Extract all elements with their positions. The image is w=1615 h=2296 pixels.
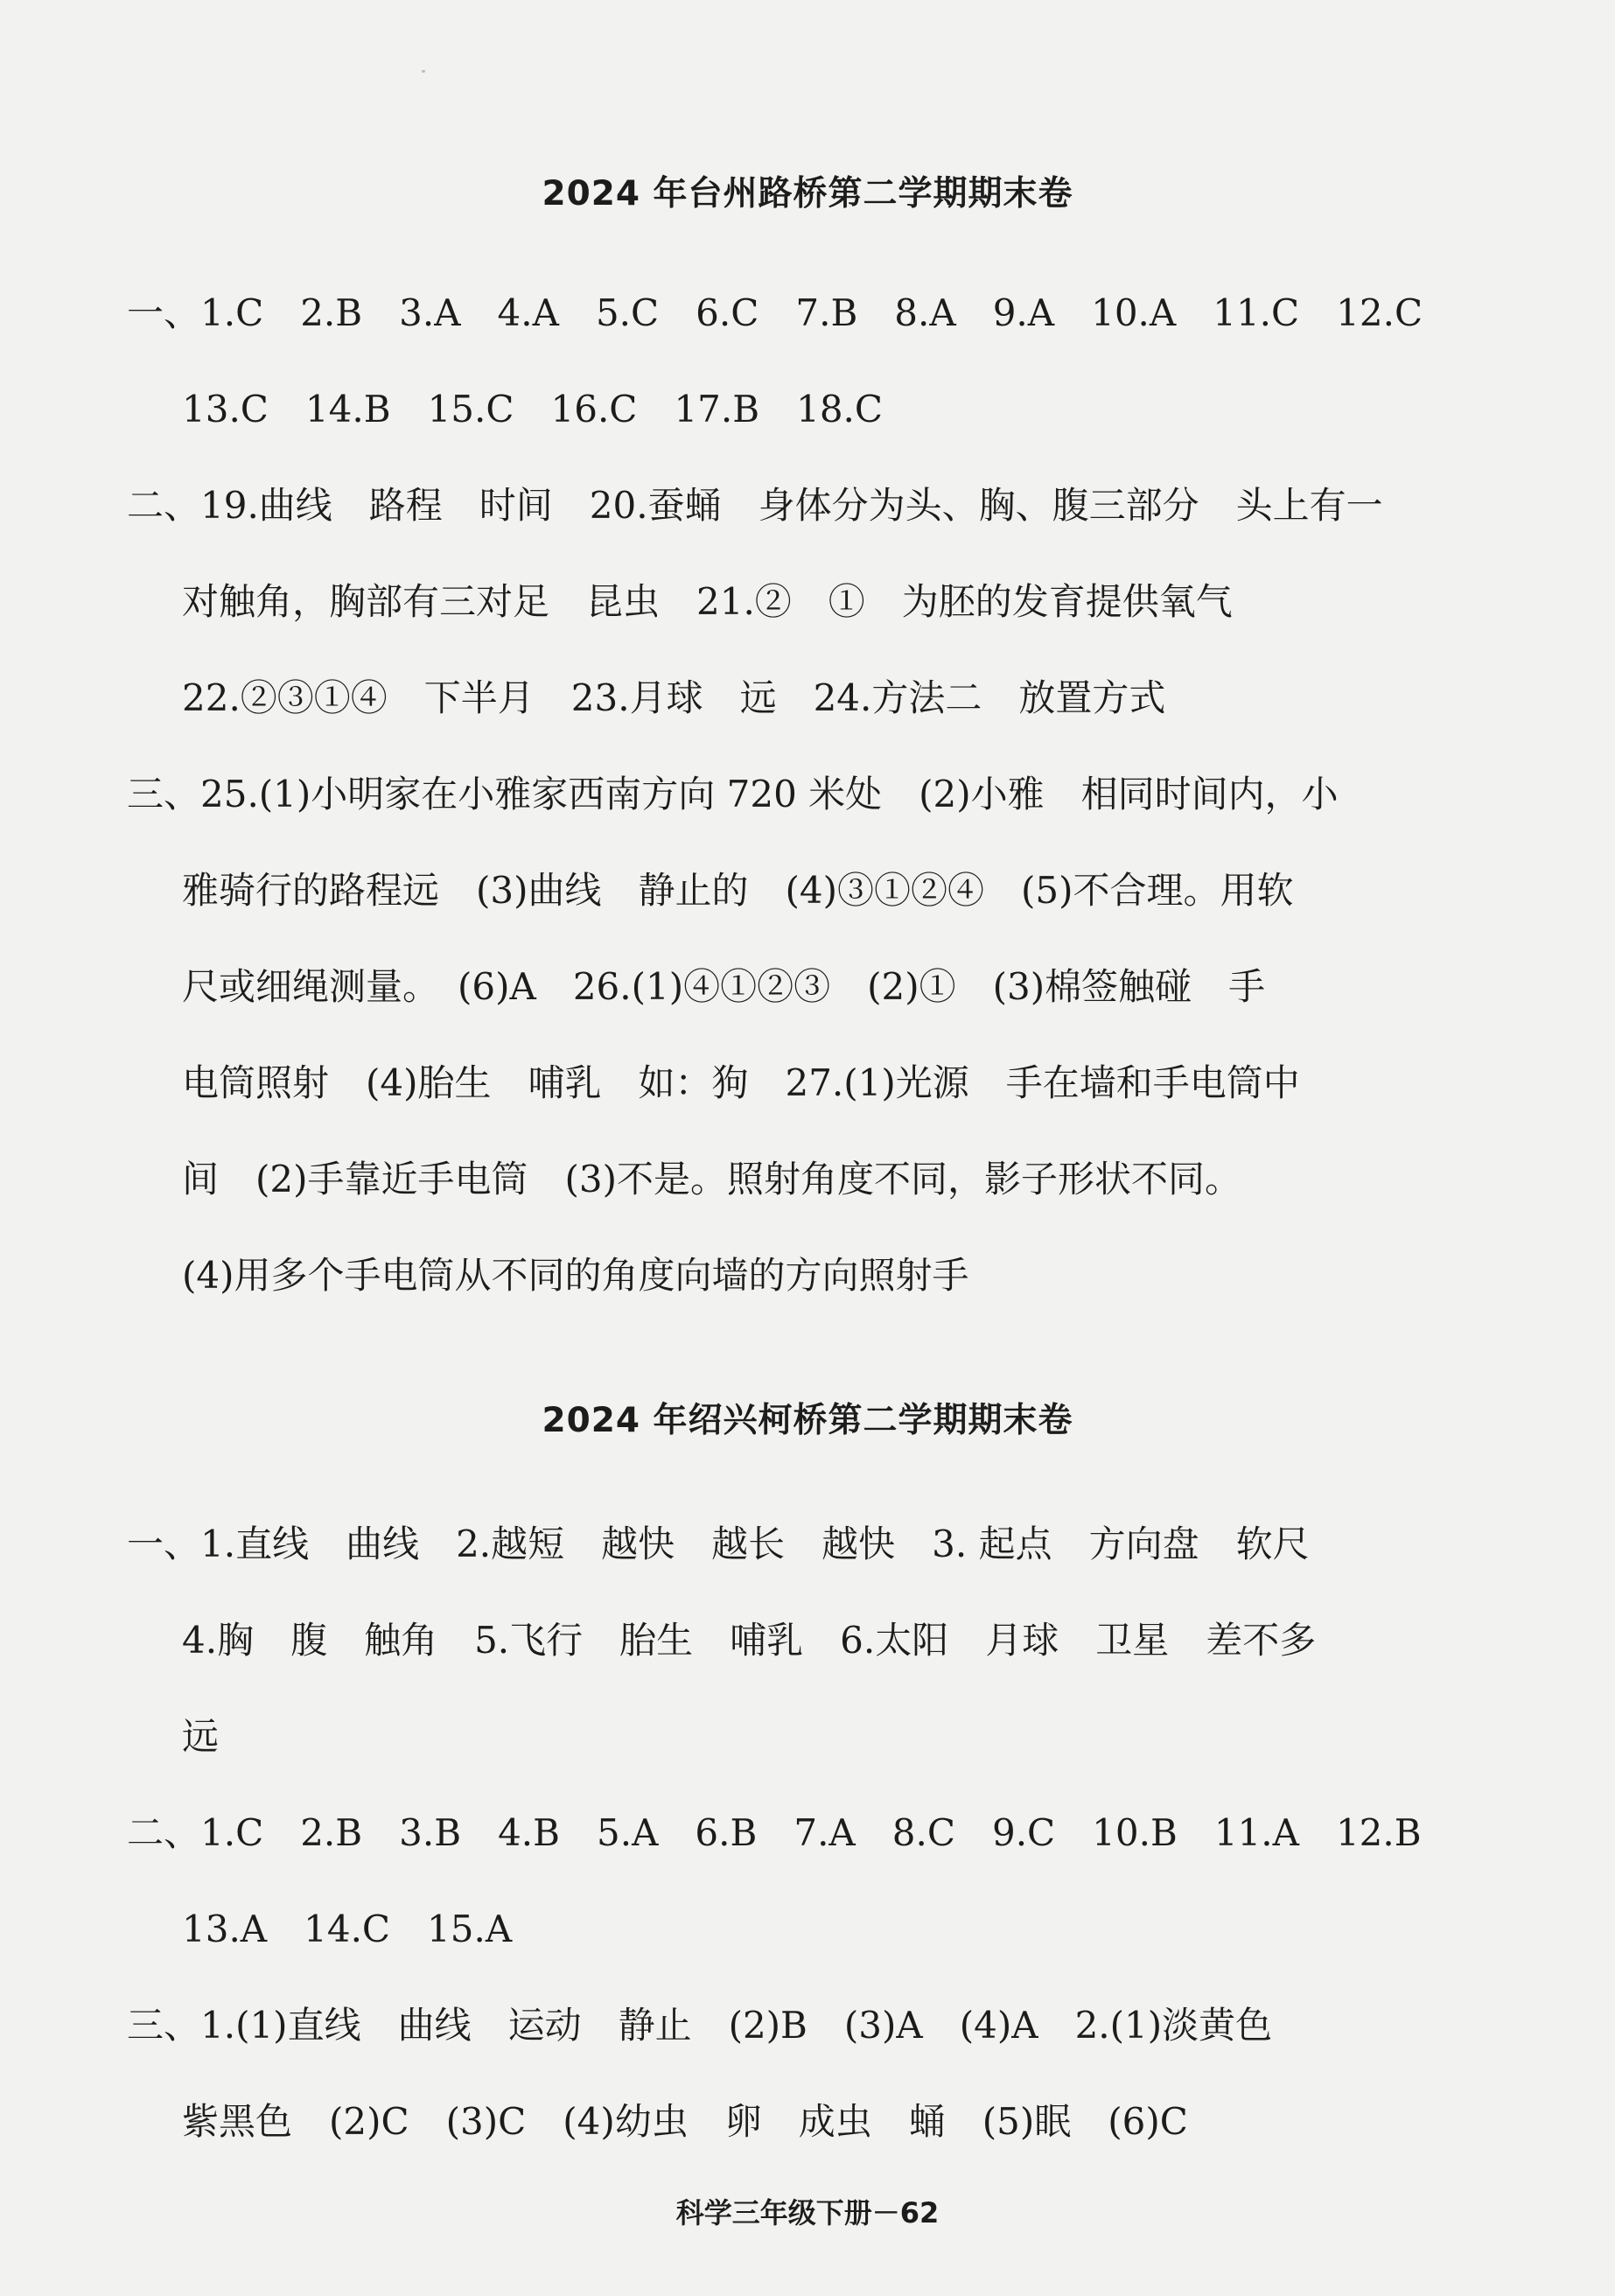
page-footer: 科学三年级下册－62 <box>675 2196 940 2230</box>
answer-line: 三、1.(1)直线 曲线 运动 静止 (2)B (3)A (4)A 2.(1)淡黄色 <box>127 2004 1273 2047</box>
answer-line: 三、25.(1)小明家在小雅家西南方向 720 米处 (2)小雅 相同时间内，小 <box>127 773 1339 816</box>
section-title-shaoxing: 2024 年绍兴柯桥第二学期期末卷 <box>542 1401 1073 1440</box>
scan-speck <box>422 70 425 73</box>
answer-line: (4)用多个手电筒从不同的角度向墙的方向照射手 <box>182 1254 969 1297</box>
answer-line: 13.C 14.B 15.C 16.C 17.B 18.C <box>182 388 884 430</box>
answer-line: 4.胸 腹 触角 5.飞行 胎生 哺乳 6.太阳 月球 卫星 差不多 <box>182 1619 1317 1662</box>
answer-line: 雅骑行的路程远 (3)曲线 静止的 (4)③①②④ (5)不合理。用软 <box>182 869 1294 912</box>
answer-line: 13.A 14.C 15.A <box>182 1908 513 1950</box>
answer-line: 尺或细绳测量。 (6)A 26.(1)④①②③ (2)① (3)棉签触碰 手 <box>182 965 1266 1008</box>
answer-line: 紫黑色 (2)C (3)C (4)幼虫 卵 成虫 蛹 (5)眠 (6)C <box>182 2100 1188 2143</box>
answer-line: 22.②③①④ 下半月 23.月球 远 24.方法二 放置方式 <box>182 676 1166 719</box>
answer-line: 电筒照射 (4)胎生 哺乳 如：狗 27.(1)光源 手在墙和手电筒中 <box>182 1061 1300 1104</box>
answer-line: 一、1.C 2.B 3.A 4.A 5.C 6.C 7.B 8.A 9.A 10.A 11.C 12.C <box>127 291 1423 334</box>
section-title-taizhou: 2024 年台州路桥第二学期期末卷 <box>542 174 1073 214</box>
answer-line: 二、1.C 2.B 3.B 4.B 5.A 6.B 7.A 8.C 9.C 10.B 11.A 12.B <box>127 1811 1422 1854</box>
answer-line: 间 (2)手靠近手电筒 (3)不是。照射角度不同，影子形状不同。 <box>182 1158 1241 1200</box>
answer-line: 远 <box>182 1715 220 1758</box>
answer-line: 二、19.曲线 路程 时间 20.蚕蛹 身体分为头、胸、腹三部分 头上有一 <box>127 484 1383 527</box>
answer-line: 一、1.直线 曲线 2.越短 越快 越长 越快 3. 起点 方向盘 软尺 <box>127 1522 1310 1565</box>
answer-line: 对触角，胸部有三对足 昆虫 21.② ① 为胚的发育提供氧气 <box>182 580 1233 623</box>
